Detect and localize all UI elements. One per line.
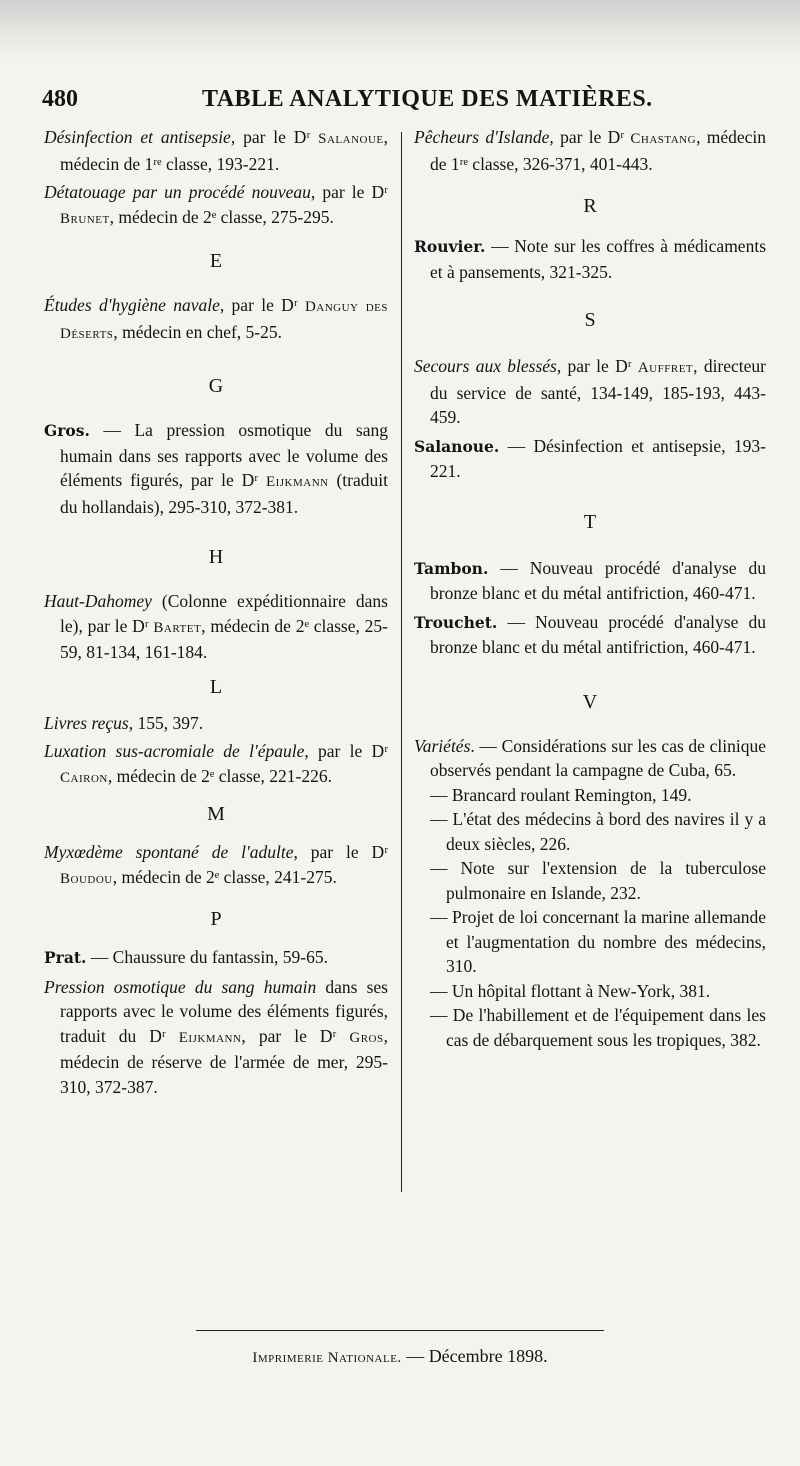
section-letter: R [583,195,597,217]
entry-title: Désinfection et antisepsie [44,127,231,147]
entry-text: (traduit du hollandais), 295-310, 372-381. [60,470,388,517]
entry-title: Secours aux blessés [414,356,557,376]
index-entry [44,589,388,665]
entry-text: , médecin de 2ᵉ classe, 275-295. [109,206,334,227]
column-divider [401,132,402,1192]
sub-entry: — L'état des médecins à bord des navires il y a deux siècles, 226. [430,809,766,854]
entry-text: dans ses rapports avec le volume des éléments figurés, traduit du Dʳ [60,976,388,1046]
entry-text: , par le Dʳ [304,741,389,761]
author-name: Auffret [637,360,694,376]
page-number: 480 [42,86,78,112]
entry-text: , médecin de 1ʳᵉ classe, 326-371, 401-443. [430,127,767,174]
entry-text: , par le Dʳ [219,295,305,315]
index-entry [44,840,388,891]
running-title: TABLE ANALYTIQUE DES MATIÈRES. [202,86,653,112]
entry-title: Myxœdème spontané de l'adulte [44,842,294,862]
entry-head: Gros. [44,421,90,440]
section-letter: P [210,908,222,930]
entry-text: , par le Dʳ [556,356,638,376]
entry-text: , directeur du service de santé, 134-149, 185-193, 443-459. [430,356,766,427]
entry-title: Luxation sus-acromiale de l'épaule [44,741,305,761]
index-entry [44,711,388,736]
entry-head: Trouchet. [414,612,498,632]
entry-text: — La pression osmotique du sang humain dans ses rapports avec le volume des éléments figurés, par le Dʳ [60,420,388,490]
entry-title: Détatouage par un procédé nouveau [44,182,311,202]
author-name: Salanoue [318,131,384,147]
sub-entry: — De l'habillement et de l'équipement dans les cas de débarquement sous les tropiques, 382. [430,1005,766,1050]
section-letter: S [584,309,596,331]
entry-text: , par le Dʳ [293,842,388,862]
index-entry [414,234,766,284]
sub-entry: — Brancard roulant Remington, 149. [430,784,692,805]
left-column [44,125,388,1099]
author-name: Brunet [60,210,110,227]
entry-title: Pêcheurs d'Islande [414,127,550,147]
section-letter: V [582,690,598,713]
footer-rule [196,1330,604,1331]
entry-text: , médecin en chef, 5-25. [113,321,283,342]
index-entry [44,418,388,519]
entry-text: — Nouveau procédé d'analyse du bronze blanc et du métal antifriction, 460-471. [430,557,766,603]
section-letter: E [209,250,223,272]
index-entry [44,125,388,176]
index-entry [414,354,766,430]
entry-text: — Note sur les coffres à médicaments et à pansements, 321-325. [430,236,766,282]
author-name: Gros [349,1029,384,1046]
index-entry [44,739,388,790]
index-entry [414,434,766,484]
right-column [414,125,766,1052]
entry-title: Haut-Dahomey [44,591,152,611]
index-entry [414,734,766,783]
imprint-separator: — [401,1346,429,1366]
entry-text: , 155, 397. [128,712,204,733]
index-entry [44,293,388,346]
entry-text: — Nouveau procédé d'analyse du bronze blanc et du métal antifriction, 460-471. [430,611,766,657]
entry-title: Études d'hygiène navale [44,295,220,315]
printer-imprint [200,1346,600,1367]
section-letter: T [583,510,597,533]
entry-text: , médecin de réserve de l'armée de mer, 295-310, 372-387. [60,1025,388,1097]
section-letter: L [209,675,223,698]
author-name: Chastang [630,131,697,147]
index-entry [44,975,388,1100]
author-name: Bartet [153,619,202,636]
author-name: Danguy des Déserts [60,299,388,342]
entry-title: Pression osmotique du sang humain [44,976,317,997]
entry-head: Salanoue. [414,436,500,456]
entry-text: , médecin de 2ᵉ classe, 221-226. [107,765,332,786]
section-letter: H [208,546,224,568]
index-entry [44,945,388,971]
section-letter: G [208,375,224,397]
entry-text: . — Considérations sur les cas de clinique observés pendant la campagne de Cuba, 65. [430,735,766,780]
index-entry [414,125,766,176]
page-header [42,86,762,120]
entry-text: (Colonne expéditionnaire dans le), par le Dʳ [60,591,388,636]
index-entry [414,610,766,660]
entry-text: , médecin de 1ʳᵉ classe, 193-221. [60,127,388,174]
author-name: Boudou [60,870,113,887]
sub-entry: — Projet de loi concernant la marine allemande et l'augmentation du nombre des médecins, 310. [430,907,766,976]
author-name: Cairon [60,769,108,786]
entry-text: , médecin de 2ᵉ classe, 25-59, 81-134, 161-184. [60,615,388,662]
sub-entry: — Note sur l'extension de la tuberculose pulmonaire en Islande, 232. [430,858,766,903]
sub-entry: — Un hôpital flottant à New-York, 381. [430,980,711,1001]
entry-text: — Chaussure du fantassin, 59-65. [86,947,328,967]
section-letter: M [207,803,225,825]
entry-text: , par le Dʳ [230,127,319,147]
imprint-date: Décembre 1898. [428,1346,548,1366]
entry-text: , médecin de 2ᵉ classe, 241-275. [112,866,337,887]
author-name: Eijkmann [178,1029,242,1046]
imprint-name: Imprimerie Nationale. [252,1350,402,1366]
scan-top-shading [0,0,800,60]
entry-text: , par le Dʳ [549,127,631,147]
index-entry [414,556,766,606]
entry-title: Livres reçus [44,712,129,733]
entry-text: , par le Dʳ [310,182,388,202]
author-name: Eijkmann [265,474,329,490]
entry-title: Variétés [414,735,471,756]
index-entry [44,180,388,231]
entry-text: — Désinfection et antisepsie, 193-221. [430,435,766,481]
entry-text: , par le Dʳ [241,1025,350,1046]
entry-head: Rouvier. [414,237,486,256]
entry-head: Tambon. [414,558,489,578]
entry-head: Prat. [44,948,87,967]
